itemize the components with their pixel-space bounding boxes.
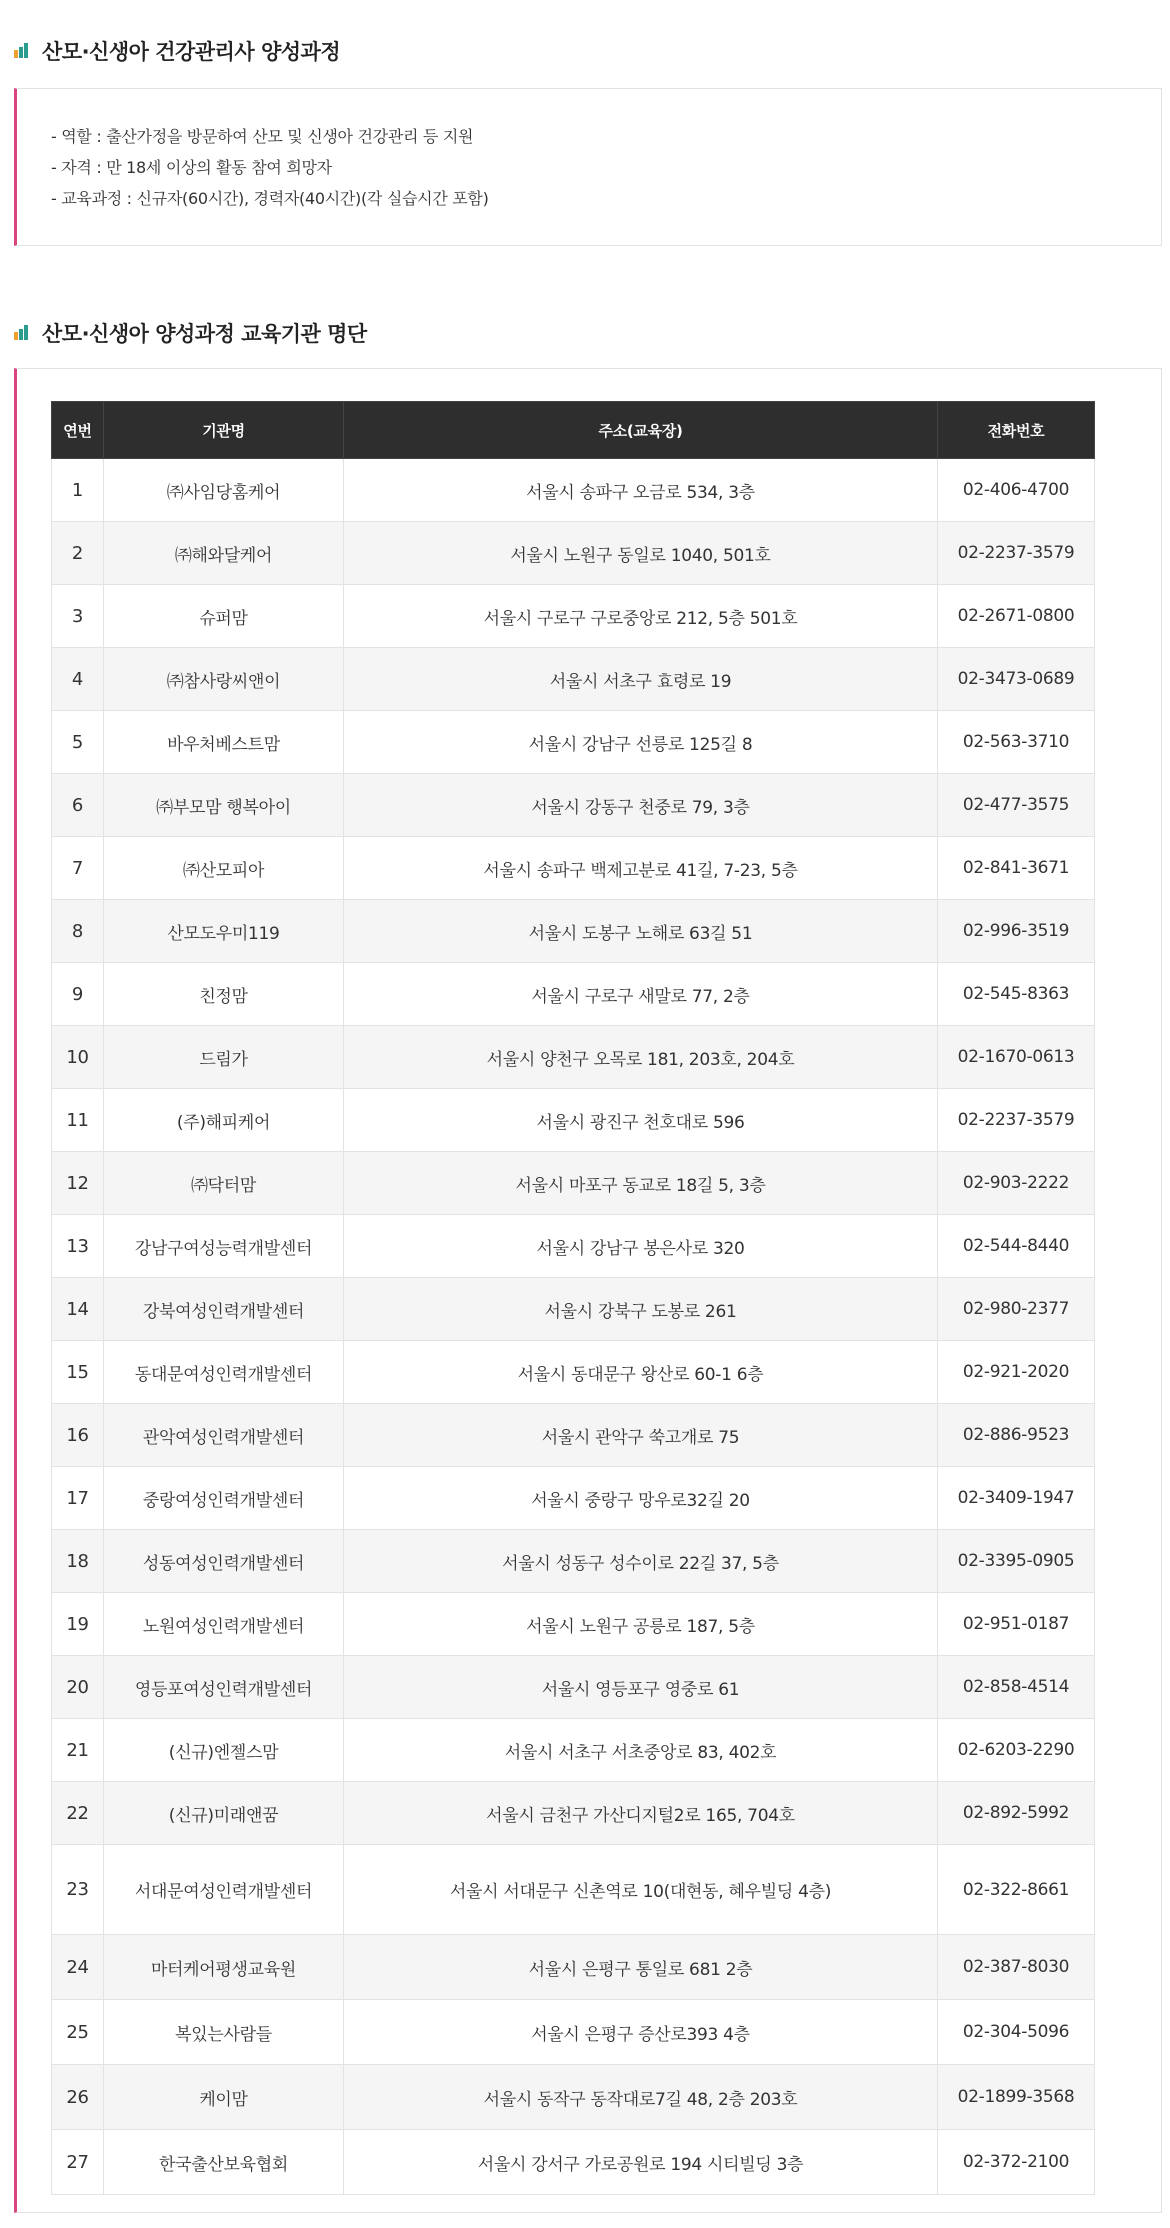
cell-phone: 02-841-3671	[938, 837, 1095, 900]
table-row	[52, 585, 1095, 648]
cell-phone: 02-3409-1947	[938, 1467, 1095, 1530]
cell-number: 26	[52, 2065, 104, 2130]
table-row	[52, 1467, 1095, 1530]
col-header-number: 연번	[52, 402, 104, 459]
cell-address: 서울시 서대문구 신촌역로 10(대현동, 혜우빌딩 4층)	[344, 1845, 938, 1935]
cell-address: 서울시 도봉구 노해로 63길 51	[344, 900, 938, 963]
cell-address: 서울시 서초구 효령로 19	[344, 648, 938, 711]
cell-name: ㈜해와달케어	[104, 522, 344, 585]
cell-address: 서울시 중랑구 망우로32길 20	[344, 1467, 938, 1530]
cell-address: 서울시 노원구 동일로 1040, 501호	[344, 522, 938, 585]
table-header-row	[52, 402, 1095, 459]
cell-number: 14	[52, 1278, 104, 1341]
cell-name: 친정맘	[104, 963, 344, 1026]
cell-name: 산모도우미119	[104, 900, 344, 963]
cell-phone: 02-544-8440	[938, 1215, 1095, 1278]
table-row	[52, 900, 1095, 963]
cell-name: 바우처베스트맘	[104, 711, 344, 774]
info-item-role: - 역할 : 출산가정을 방문하여 산모 및 신생아 건강관리 등 지원	[51, 127, 474, 146]
cell-number: 19	[52, 1593, 104, 1656]
cell-name: 중랑여성인력개발센터	[104, 1467, 344, 1530]
table-row	[52, 1341, 1095, 1404]
cell-name: 서대문여성인력개발센터	[104, 1845, 344, 1935]
cell-address: 서울시 성동구 성수이로 22길 37, 5층	[344, 1530, 938, 1593]
cell-phone: 02-3473-0689	[938, 648, 1095, 711]
table-row	[52, 2065, 1095, 2130]
cell-address: 서울시 동작구 동작대로7길 48, 2층 203호	[344, 2065, 938, 2130]
cell-phone: 02-858-4514	[938, 1656, 1095, 1719]
institution-table	[51, 401, 1095, 2195]
cell-number: 9	[52, 963, 104, 1026]
cell-name: 노원여성인력개발센터	[104, 1593, 344, 1656]
cell-number: 7	[52, 837, 104, 900]
cell-number: 3	[52, 585, 104, 648]
table-row	[52, 1719, 1095, 1782]
cell-name: 관악여성인력개발센터	[104, 1404, 344, 1467]
cell-number: 24	[52, 1935, 104, 2000]
cell-name: ㈜참사랑씨앤이	[104, 648, 344, 711]
cell-name: (신규)미래앤꿈	[104, 1782, 344, 1845]
cell-number: 25	[52, 2000, 104, 2065]
cell-name: 마터케어평생교육원	[104, 1935, 344, 2000]
cell-phone: 02-2237-3579	[938, 1089, 1095, 1152]
table-row	[52, 963, 1095, 1026]
cell-phone: 02-406-4700	[938, 459, 1095, 522]
cell-address: 서울시 양천구 오목로 181, 203호, 204호	[344, 1026, 938, 1089]
cell-number: 20	[52, 1656, 104, 1719]
cell-address: 서울시 금천구 가산디지털2로 165, 704호	[344, 1782, 938, 1845]
cell-phone: 02-6203-2290	[938, 1719, 1095, 1782]
bar-chart-icon	[14, 325, 32, 341]
cell-phone: 02-1899-3568	[938, 2065, 1095, 2130]
cell-address: 서울시 마포구 동교로 18길 5, 3층	[344, 1152, 938, 1215]
cell-address: 서울시 강북구 도봉로 261	[344, 1278, 938, 1341]
table-row	[52, 774, 1095, 837]
table-row	[52, 1152, 1095, 1215]
table-row	[52, 837, 1095, 900]
cell-address: 서울시 은평구 통일로 681 2층	[344, 1935, 938, 2000]
table-row	[52, 1782, 1095, 1845]
institution-list-box	[14, 368, 1162, 2213]
cell-name: 한국출산보육협회	[104, 2130, 344, 2195]
cell-number: 17	[52, 1467, 104, 1530]
cell-number: 27	[52, 2130, 104, 2195]
cell-phone: 02-545-8363	[938, 963, 1095, 1026]
course-info-box	[14, 88, 1162, 246]
cell-name: 강남구여성능력개발센터	[104, 1215, 344, 1278]
cell-number: 10	[52, 1026, 104, 1089]
table-row	[52, 1026, 1095, 1089]
cell-name: 케이맘	[104, 2065, 344, 2130]
cell-phone: 02-886-9523	[938, 1404, 1095, 1467]
cell-phone: 02-2237-3579	[938, 522, 1095, 585]
cell-phone: 02-477-3575	[938, 774, 1095, 837]
col-header-name: 기관명	[104, 402, 344, 459]
cell-name: (신규)엔젤스맘	[104, 1719, 344, 1782]
table-row	[52, 1593, 1095, 1656]
cell-phone: 02-304-5096	[938, 2000, 1095, 2065]
cell-number: 16	[52, 1404, 104, 1467]
table-row	[52, 1278, 1095, 1341]
table-row	[52, 1656, 1095, 1719]
cell-phone: 02-903-2222	[938, 1152, 1095, 1215]
cell-address: 서울시 노원구 공릉로 187, 5층	[344, 1593, 938, 1656]
cell-address: 서울시 영등포구 영중로 61	[344, 1656, 938, 1719]
cell-number: 18	[52, 1530, 104, 1593]
cell-name: 영등포여성인력개발센터	[104, 1656, 344, 1719]
bar-chart-icon	[14, 43, 32, 59]
cell-address: 서울시 광진구 천호대로 596	[344, 1089, 938, 1152]
cell-number: 23	[52, 1845, 104, 1935]
table-row	[52, 1845, 1095, 1935]
cell-address: 서울시 관악구 쑥고개로 75	[344, 1404, 938, 1467]
cell-phone: 02-980-2377	[938, 1278, 1095, 1341]
cell-number: 22	[52, 1782, 104, 1845]
cell-phone: 02-892-5992	[938, 1782, 1095, 1845]
cell-phone: 02-996-3519	[938, 900, 1095, 963]
cell-phone: 02-921-2020	[938, 1341, 1095, 1404]
table-row	[52, 1215, 1095, 1278]
table-row	[52, 2000, 1095, 2065]
cell-name: 복있는사람들	[104, 2000, 344, 2065]
cell-address: 서울시 서초구 서초중앙로 83, 402호	[344, 1719, 938, 1782]
col-header-phone: 전화번호	[938, 402, 1095, 459]
cell-number: 12	[52, 1152, 104, 1215]
cell-name: 성동여성인력개발센터	[104, 1530, 344, 1593]
cell-number: 8	[52, 900, 104, 963]
course-info-list	[17, 89, 1161, 214]
cell-address: 서울시 동대문구 왕산로 60-1 6층	[344, 1341, 938, 1404]
section-title-course	[14, 36, 340, 66]
cell-name: ㈜산모피아	[104, 837, 344, 900]
table-row	[52, 1404, 1095, 1467]
table-row	[52, 711, 1095, 774]
cell-address: 서울시 구로구 새말로 77, 2층	[344, 963, 938, 1026]
cell-address: 서울시 송파구 백제고분로 41길, 7-23, 5층	[344, 837, 938, 900]
cell-phone: 02-387-8030	[938, 1935, 1095, 2000]
cell-number: 6	[52, 774, 104, 837]
cell-address: 서울시 강남구 봉은사로 320	[344, 1215, 938, 1278]
cell-phone: 02-322-8661	[938, 1845, 1095, 1935]
info-item-qualification: - 자격 : 만 18세 이상의 활동 참여 희망자	[51, 158, 332, 177]
section-title-text: 산모·신생아 건강관리사 양성과정	[42, 40, 341, 64]
cell-address: 서울시 강서구 가로공원로 194 시티빌딩 3층	[344, 2130, 938, 2195]
cell-address: 서울시 강동구 천중로 79, 3층	[344, 774, 938, 837]
cell-name: 동대문여성인력개발센터	[104, 1341, 344, 1404]
cell-phone: 02-1670-0613	[938, 1026, 1095, 1089]
cell-name: 드림가	[104, 1026, 344, 1089]
cell-number: 11	[52, 1089, 104, 1152]
cell-name: 강북여성인력개발센터	[104, 1278, 344, 1341]
col-header-address: 주소(교육장)	[344, 402, 938, 459]
cell-name: ㈜사임당홈케어	[104, 459, 344, 522]
cell-phone: 02-951-0187	[938, 1593, 1095, 1656]
table-row	[52, 522, 1095, 585]
cell-name: ㈜부모맘 행복아이	[104, 774, 344, 837]
cell-phone: 02-563-3710	[938, 711, 1095, 774]
table-row	[52, 459, 1095, 522]
cell-name: (주)해피케어	[104, 1089, 344, 1152]
cell-address: 서울시 구로구 구로중앙로 212, 5층 501호	[344, 585, 938, 648]
cell-phone: 02-372-2100	[938, 2130, 1095, 2195]
cell-address: 서울시 은평구 증산로393 4층	[344, 2000, 938, 2065]
table-body	[52, 459, 1095, 2195]
cell-number: 13	[52, 1215, 104, 1278]
section-title-text: 산모·신생아 양성과정 교육기관 명단	[42, 322, 367, 346]
cell-phone: 02-2671-0800	[938, 585, 1095, 648]
table-row	[52, 2130, 1095, 2195]
cell-name: 슈퍼맘	[104, 585, 344, 648]
cell-number: 1	[52, 459, 104, 522]
cell-number: 21	[52, 1719, 104, 1782]
cell-phone: 02-3395-0905	[938, 1530, 1095, 1593]
cell-name: ㈜닥터맘	[104, 1152, 344, 1215]
table-row	[52, 1089, 1095, 1152]
cell-number: 2	[52, 522, 104, 585]
cell-address: 서울시 송파구 오금로 534, 3층	[344, 459, 938, 522]
cell-number: 15	[52, 1341, 104, 1404]
table-row	[52, 1935, 1095, 2000]
table-row	[52, 1530, 1095, 1593]
table-row	[52, 648, 1095, 711]
cell-number: 5	[52, 711, 104, 774]
info-item-curriculum: - 교육과정 : 신규자(60시간), 경력자(40시간)(각 실습시간 포함)	[51, 189, 489, 208]
cell-address: 서울시 강남구 선릉로 125길 8	[344, 711, 938, 774]
cell-number: 4	[52, 648, 104, 711]
section-title-institutions	[14, 318, 367, 348]
